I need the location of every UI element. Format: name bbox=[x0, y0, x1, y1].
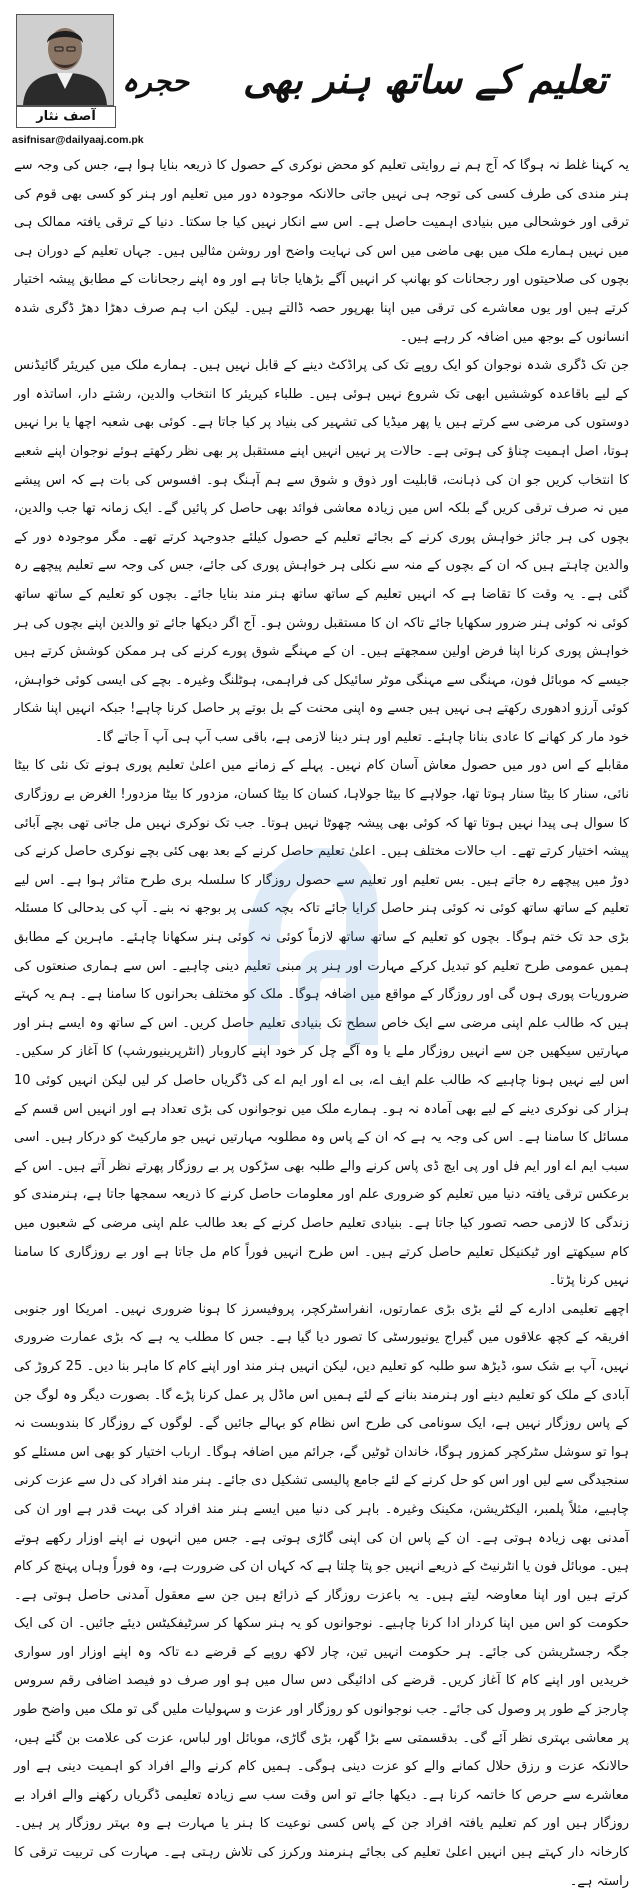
article-paragraph-4: اچھے تعلیمی ادارے کے لئے بڑی بڑی عمارتوں، انفراسٹرکچر، پروفیسرز کا ہونا ضروری نہیں۔ امریکا اور جنوبی افریقہ کے کچھ علاقوں میں گیراج یونیورسٹی کا تصور دیا گیا ہے۔ جس کا مطلب یہ ہے کہ بڑی عمارت ضروری نہیں، آپ بے شک سو، ڈیڑھ سو طلبہ کو تعلیم دیں، لیکن انہیں ہنر مند اور اپنے کام کا ماہر بنا دیں۔ 25 کروڑ کی آبادی کے ملک کو تعلیم دینے اور ہنرمند بنانے کے لئے ہمیں اس ماڈل پر عمل کرنا پڑے گا۔ بصورت دیگر وہ لوگ جن کے پاس روزگار نہیں ہے، ایک سونامی کی طرح اس نظام کو بہالے جائیں گے۔ لوگوں کے روزگار کا بندوبست نہ ہوا تو سوشل سٹرکچر کمزور ہوگا، خاندان ٹوٹیں گے، جرائم میں اضافہ ہوگا۔ ارباب اختیار کو بھی اس مسئلے کو سنجیدگی سے لیں اور اس کو حل کرنے کے لئے جامع پالیسی تشکیل دی جائے۔ ہنر مند افراد کی دل سے عزت کرنی چاہیے، مثلاً پلمبر، الیکٹریشن، مکینک وغیرہ۔ باہر کی دنیا میں ایسے ہنر مند افراد کی بہت قدر ہے اور ان کی آمدنی بھی زیادہ ہوتی ہے۔ ان کے پاس ان کی اپنی گاڑی ہوتی ہے۔ جس میں انہوں نے اپنے اوزار رکھے ہوتے ہیں۔ موبائل فون یا انٹرنیٹ کے ذریعے انہیں جو پتا چلتا ہے کہ کہاں ان کی ضرورت ہے، وہ فوراً وہاں پہنچ کر کام کرتے ہیں اور اپنا معاوضہ لیتے ہیں۔ یہ باعزت روزگار کے ذرائع ہیں جن سے معقول آمدنی حاصل ہوتی ہے۔ حکومت کو اس میں اپنا کردار ادا کرنا چاہیے۔ نوجوانوں کو یہ ہنر سکھا کر سرٹیفکیٹس دیئے جائیں۔ ان کی ایک جگہ رجسٹریشن کی جائے۔ ہر حکومت انہیں تین، چار لاکھ روپے کے قرضے دے تاکہ وہ اپنے اوزار اور سواری خریدیں اور اپنے کام کا آغاز کریں۔ قرضے کی ادائیگی دس سال میں ہو اور صرف دو فیصد اضافی رقم سروس چارجز کے طور پر وصول کی جائے۔ جب نوجوانوں کو روزگار اور عزت و سہولیات ملیں گی تو ملک میں واضح طور پر معاشی بہتری نظر آئے گی۔ بدقسمتی سے بڑا گھر، بڑی گاڑی، موبائل اور لباس، عزت کی علامت بن گئے ہیں، حالانکہ عزت و رزق حلال کمانے والے کو عزت دینی ہوگی۔ ہمیں کام کرنے والے افراد کو اہمیت دینی ہے اور معاشرے سے حرص کا خاتمہ کرنا ہے۔ دیکھا جائے تو اس وقت سب سے زیادہ تعلیمی ڈگریاں رکھنے والے افراد بے روزگار ہیں اور کم تعلیم یافتہ افراد جن کے پاس کسی نوعیت کا ہنر یا مہارت ہے وہ بہتر روزگار پر ہیں۔ کارخانہ دار کہتے ہیں انہیں اعلیٰ تعلیم کی بجائے ہنرمند ورکرز کی تلاش رہتی ہے۔ مہارت کی تربیت ترقی کا راستہ ہے۔ bbox=[14, 1301, 629, 1889]
article-body bbox=[14, 152, 629, 1896]
article-paragraph-2: جن تک ڈگری شدہ نوجوان کو ایک روپے تک کی پراڈکٹ دینے کے قابل نہیں ہیں۔ ہمارے ملک میں کیریئر گائیڈنس کے لیے باقاعدہ کوششیں ابھی تک شروع نہیں ہوئی ہیں۔ طلباء کیریئر کا انتخاب والدین، رشتے دار، اساتذہ اور دوستوں کی مرضی سے کرتے ہیں یا پھر میڈیا کی تشہیر کی بنیاد پر کیا جاتا ہے۔ کوئی بھی شعبہ اچھا یا برا نہیں ہوتا، اصل اہمیت چناؤ کی ہوتی ہے۔ حالات پر نہیں انہیں اپنے مستقبل پر بھی نظر رکھتے ہوئے نوجوان اپنے شعبے کا انتخاب کریں جو ان کی ذہانت، قابلیت اور ذوق و شوق سے ہم آہنگ ہو۔ افسوس کی بات ہے کہ اس پیشے میں نہ صرف ترقی کریں گے بلکہ اس میں زیادہ معاشی فوائد بھی حاصل کر پائیں گے۔ ایک زمانہ تھا جب والدین، بچوں کی ہر جائز خواہش پوری کرنے کے بجائے تعلیم کے حصول کیلئے جدوجہد کرتے تھے۔ مگر موجودہ دور کے والدین چاہتے ہیں کہ ان کے بچوں کے منہ سے نکلی ہر خواہش پوری کی جائے، جس کی وجہ سے تعلیم پیچھے رہ گئی ہے۔ یہ وقت کا تقاضا ہے کہ انہیں تعلیم کے ساتھ ساتھ ہنر مند بنایا جائے۔ بچوں کو تعلیم کے ساتھ ساتھ کوئی نہ کوئی ہنر ضرور سکھایا جائے تاکہ ان کا مستقبل روشن ہو۔ آج اگر دیکھا جائے تو والدین اپنے بچوں کی ہر خواہش پوری کرنا اپنا فرض اولین سمجھتے ہیں۔ ان کے مہنگے شوق پورے کرنے کی ہر ممکن کوشش کرتے ہیں جیسے کہ موبائل فون، مہنگی سے مہنگی موٹر سائیکل کی فراہمی، ہوٹلنگ وغیرہ۔ بچے کی ایسی کوئی خواہش، کوئی آرزو ادھوری رکھتے ہی نہیں ہیں جسے وہ اپنی محنت کے بل بوتے پر حاصل کرنا چاہے! جبکہ انہیں اپنا شکار خود مار کر کھانے کا عادی بنانا چاہئے۔ تعلیم اور ہنر دینا لازمی ہے، باقی سب آپ ہی آپ آ جاتے گا۔ bbox=[14, 358, 629, 745]
article-paragraph-3: مقابلے کے اس دور میں حصول معاش آسان کام نہیں۔ پہلے کے زمانے میں اعلیٰ تعلیم پوری ہونے تک نئی کا بیٹا نائی، سنار کا بیٹا سنار ہوتا تھا، جولاہے کا بیٹا جولاہا، کسان کا بیٹا کسان، مزدور کا بیٹا مزدور! الغرض بے روزگاری کا سوال ہی پیدا نہیں ہوتا تھا کہ کوئی بھی پیشہ چھوٹا نہیں ہوتا۔ جب تک نوکری نہیں مل جاتی تھی بچے آبائی پیشہ اختیار کرتے تھے۔ اب حالات مختلف ہیں۔ اعلیٰ تعلیم حاصل کرنے کے بعد بھی کئی بچے نوکری حاصل کرنے کی دوڑ میں پیچھے رہ جاتے ہیں۔ بس تعلیم اور تعلیم سے حصول روزگار کا سلسلہ بری طرح متاثر ہوا ہے۔ اس لیے تعلیم کے ساتھ ساتھ کوئی نہ کوئی ہنر حاصل کرایا جائے تاکہ بچہ کسی پر بوجھ نہ بنے۔ آپ کی بدحالی کا مسئلہ بڑی حد تک ختم ہوگا۔ بچوں کو تعلیم کے ساتھ ساتھ لازماً کوئی نہ کوئی ہنر سکھانا چاہئے۔ ماہرین کے مطابق ہمیں عمومی طرح تعلیم کو تبدیل کرکے مہارت اور ہنر پر مبنی تعلیم دینی چاہیے۔ اس سے ہماری صنعتوں کی ضروریات پوری ہوں گی اور روزگار کے مواقع میں اضافہ ہوگا۔ ملک کو مختلف بحرانوں کا سامنا ہے۔ ہم یہ کہتے ہیں کہ طالب علم اپنی مرضی سے ایک خاص سطح تک بنیادی تعلیم حاصل کریں۔ اس کے ساتھ وہ ایسے ہنر اور مہارتیں سیکھیں جن سے انہیں روزگار ملے یا وہ آگے چل کر خود اپنے کاروبار (انٹرپرینیورشپ) کا آغاز کر سکیں۔ اس لیے نہیں ہونا چاہیے کہ طالب علم ایف اے، بی اے اور ایم اے کی ڈگریاں حاصل کر لیں لیکن انہیں کوئی 10 ہزار کی نوکری دینے کے لیے بھی آمادہ نہ ہو۔ ہمارے ملک میں نوجوانوں کی بڑی تعداد ہے اور انہیں اس قسم کے مسائل کا سامنا ہے۔ اس کی وجہ یہ ہے کہ ان کے پاس وہ مطلوبہ مہارتیں نہیں جو مارکیٹ کو درکار ہیں۔ اسی سبب ایم اے اور ایم فل اور پی ایچ ڈی پاس کرنے والے طلبہ بھی سڑکوں پر بے روزگار پھرتے نظر آتے ہیں۔ اس کے برعکس ترقی یافتہ دنیا میں تعلیم کو ضروری علم اور معلومات حاصل کرنے کا ذریعہ سمجھا جاتا ہے، ہنرمندی کو زندگی کا لازمی حصہ تصور کیا جاتا ہے۔ بنیادی تعلیم حاصل کرنے کے بعد طالب علم اپنی مرضی کے شعبوں میں کام سیکھتے اور ٹیکنیکل تعلیم حاصل کرتے ہیں۔ اس طرح انہیں فوراً کام مل جاتا ہے اور بے روزگاری کا سامنا نہیں کرنا پڑتا۔ bbox=[14, 758, 629, 1289]
author-photo bbox=[16, 14, 114, 106]
author-email[interactable]: asifnisar@dailyaaj.com.pk bbox=[12, 134, 144, 146]
author-portrait-icon bbox=[17, 15, 113, 105]
article-paragraph-1: یہ کہنا غلط نہ ہوگا کہ آج ہم نے روایتی تعلیم کو محض نوکری کے حصول کا ذریعہ بنایا ہوا ہے، جس کی وجہ سے ہنر مندی کی طرف کسی کی توجہ ہی نہیں جاتی حالانکہ موجودہ دور میں تعلیم اور ہنر کو کسی بھی قوم کی ترقی اور خوشحالی میں بنیادی اہمیت حاصل ہے۔ اس سے انکار نہیں کیا جا سکتا۔ دنیا کے ترقی یافتہ ممالک ہی میں نہیں ہمارے ملک میں بھی ماضی میں اس کی نہایت واضح اور روشن مثالیں ہیں۔ جہاں تعلیم کے دوران ہی بچوں کی صلاحیتوں اور رجحانات کو بھانپ کر انہیں آگے بڑھایا جاتا ہے اور وہ اپنے رجحانات کے مطابق پیشہ اختیار کرتے ہیں اور یوں معاشرے کی ترقی میں اپنا بھرپور حصہ ڈالتے ہیں۔ لیکن اب ہم صرف دھڑا دھڑ ڈگری شدہ انسانوں کے بوجھ میں اضافہ کر رہے ہیں۔ bbox=[14, 158, 629, 345]
column-title: حجرہ bbox=[121, 65, 190, 98]
column-header bbox=[0, 0, 643, 172]
article-headline: تعلیم کے ساتھ ہنر بھی bbox=[243, 57, 607, 102]
author-name: آصف نثار bbox=[16, 106, 116, 128]
